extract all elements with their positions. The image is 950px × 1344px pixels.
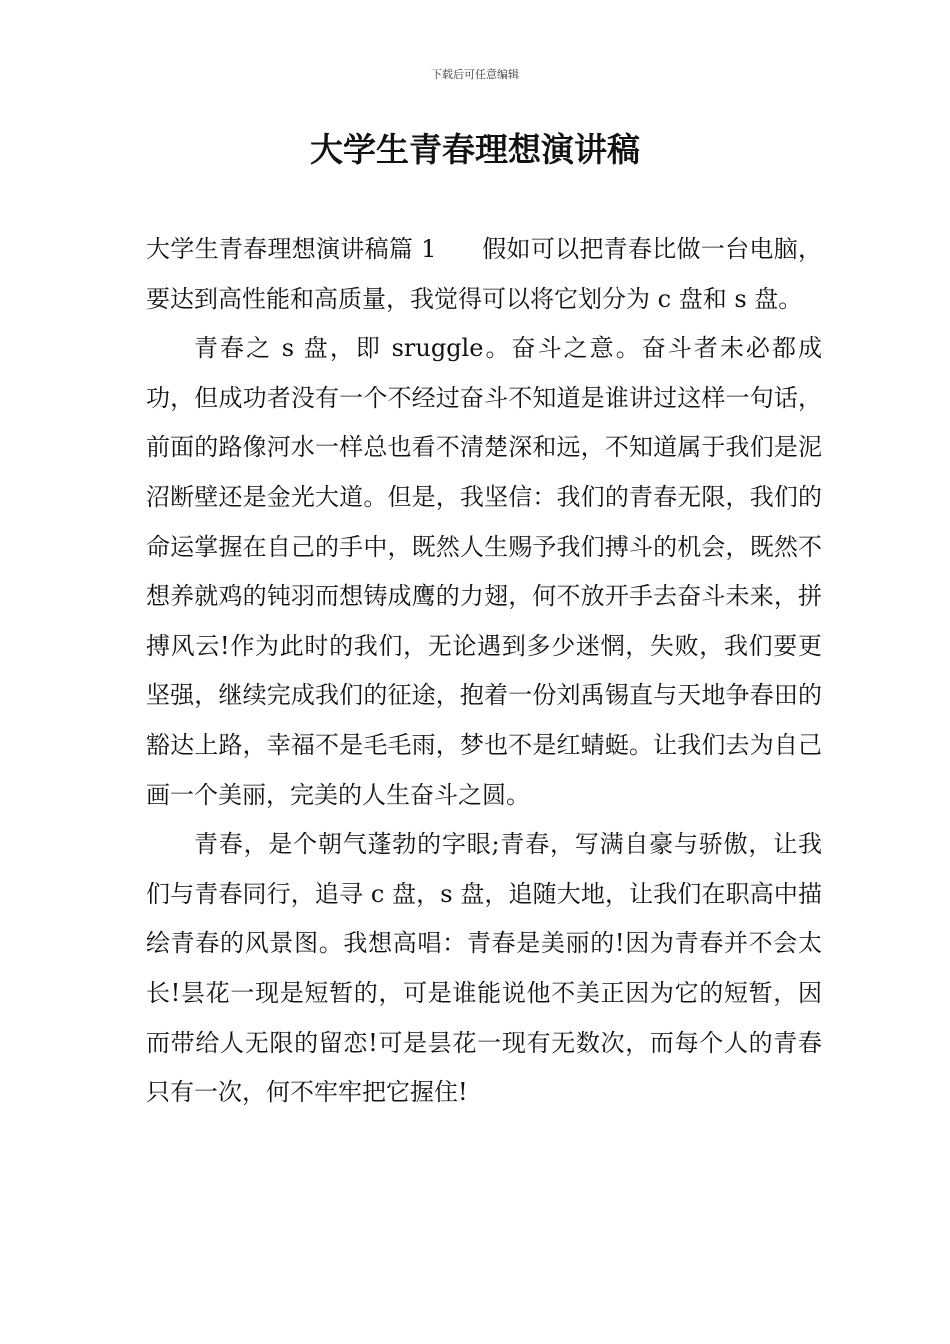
document-title: 大学生青春理想演讲稿 [310,130,640,169]
document-body [146,225,822,1118]
section-heading: 大学生青春理想演讲稿篇 1 [146,235,437,263]
paragraph-1 [146,225,822,324]
paragraph-1-text: 假如可以把青春比做一台电脑，要达到高性能和高质量，我觉得可以将它划分为 c 盘和 s 盘。 [146,235,822,313]
paragraph-3: 青春，是个朝气蓬勃的字眼;青春，写满自豪与骄傲，让我们与青春同行，追寻 c 盘，s 盘，追随大地，让我们在职高中描绘青春的风景图。我想高唱：青春是美丽的!因为青春并不会太长!昙花一现是短暂的，可是谁能说他不美正因为它的短暂，因而带给人无限的留恋!可是昙花一现有无数次，而每个人的青春只有一次，何不牢牢把它握住! [146,830,822,1107]
paragraph-2: 青春之 s 盘，即 sruggle。奋斗之意。奋斗者未必都成功，但成功者没有一个不经过奋斗不知道是谁讲过这样一句话，前面的路像河水一样总也看不清楚深和远，不知道属于我们是泥沼断壁还是金光大道。但是，我坚信：我们的青春无限，我们的命运掌握在自己的手中，既然人生赐予我们搏斗的机会，既然不想养就鸡的钝羽而想铸成鹰的力翅，何不放开手去奋斗未来，拼搏风云!作为此时的我们，无论遇到多少迷惘，失败，我们要更坚强，继续完成我们的征途，抱着一份刘禹锡直与天地争春田的豁达上路，幸福不是毛毛雨，梦也不是红蜻蜓。让我们去为自己画一个美丽，完美的人生奋斗之圆。 [146,334,822,809]
header-note: 下载后可任意编辑 [431,68,519,81]
